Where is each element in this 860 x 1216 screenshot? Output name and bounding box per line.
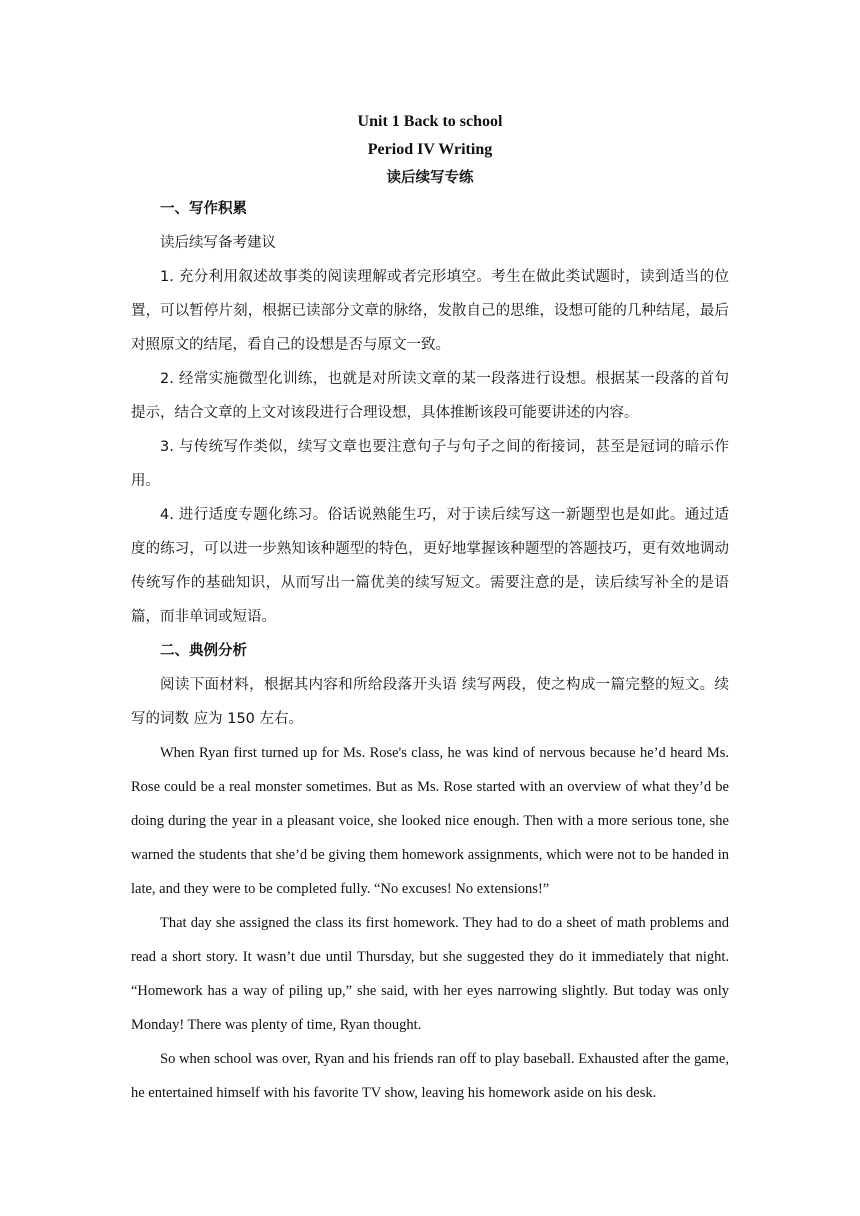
- section-heading-analysis: 二、典例分析: [160, 643, 247, 659]
- document-period: Period IV Writing: [367, 141, 493, 158]
- story-paragraph: That day she assigned the class its first homework. They had to do a sheet of math problems and read a short story. It wasn’t due until Thursday, but she suggested they do it immediately that night. “Homework has a way of piling up,” she said, with her eyes narrowing slightly. But today was only Monday! There was plenty of time, Ryan thought.: [131, 915, 729, 1033]
- task-instruction: 阅读下面材料，根据其内容和所给段落开头语 续写两段，使之构成一篇完整的短文。续写的词数 应为 150 左右。: [131, 677, 729, 727]
- tip-paragraph: 4. 进行适度专题化练习。俗话说熟能生巧，对于读后续写这一新题型也是如此。通过适度的练习，可以进一步熟知该种题型的特色，更好地掌握该种题型的答题技巧，更有效地调动传统写作的基础知识，从而写出一篇优美的续写短文。需要注意的是，读后续写补全的是语篇，而非单词或短语。: [131, 507, 729, 625]
- document-title: Unit 1 Back to school: [357, 113, 503, 130]
- tip-paragraph: 3. 与传统写作类似，续写文章也要注意句子与句子之间的衔接词，甚至是冠词的暗示作用。: [131, 439, 729, 489]
- document-page: [131, 108, 729, 1110]
- story-paragraph: So when school was over, Ryan and his friends ran off to play baseball. Exhausted after the game, he entertained himself with his favorite TV show, leaving his homework aside on his desk.: [131, 1051, 729, 1101]
- story-paragraph: When Ryan first turned up for Ms. Rose's class, he was kind of nervous because he’d heard Ms. Rose could be a real monster sometimes. But as Ms. Rose started with an overview of what they’d be doing during the year in a pleasant voice, she looked nice enough. Then with a more serious tone, she warned the students that she’d be giving them homework assignments, which were not to be handed in late, and they were to be completed fully. “No excuses! No extensions!”: [131, 745, 729, 897]
- section-heading-writing: 一、写作积累: [160, 201, 247, 217]
- document-subtitle: 读后续写专练: [386, 170, 474, 186]
- tip-paragraph: 2. 经常实施微型化训练，也就是对所读文章的某一段落进行设想。根据某一段落的首句提示，结合文章的上文对该段进行合理设想，具体推断该段可能要讲述的内容。: [131, 371, 729, 421]
- section-intro: 读后续写备考建议: [160, 235, 276, 251]
- tip-paragraph: 1. 充分利用叙述故事类的阅读理解或者完形填空。考生在做此类试题时，读到适当的位置，可以暂停片刻，根据已读部分文章的脉络，发散自己的思维，设想可能的几种结尾，最后对照原文的结尾，看自己的设想是否与原文一致。: [131, 269, 729, 353]
